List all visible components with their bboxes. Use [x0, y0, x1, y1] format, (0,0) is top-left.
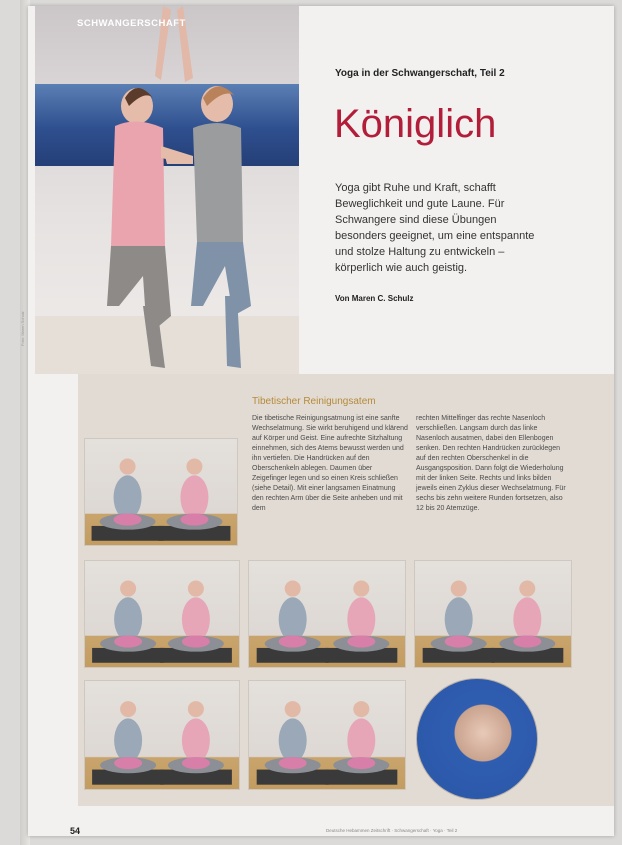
cushion: [347, 757, 375, 769]
person-head: [120, 701, 136, 717]
cushion: [347, 636, 375, 648]
person-body: [114, 718, 142, 762]
seated-pair-figures: [85, 681, 239, 789]
exercise-photo-6: [248, 680, 406, 790]
person-head: [353, 581, 369, 597]
footer-text: Deutsche Hebammen Zeitschrift · Schwangerschaft · Yoga · Teil 2: [326, 828, 458, 833]
section-text-column-1: Die tibetische Reinigungsatmung ist eine sanfte Wechselatmung. Sie wirkt beruhigend und klärend auf Körper und Geist. Eine aufrechte Sitzhaltung einnehmen, sich des Atems bewusst werden und ihn vertiefen. Die Handrücken auf den Oberschenkeln ablegen. Daumen über Zeigefinger legen und so einen Kreis schließen (siehe Detail). Mit einer langsamen Einatmung den rechten Arm über die Seite anheben und mit dem: [252, 415, 408, 512]
page-number: 54: [70, 826, 81, 836]
cushion: [180, 514, 208, 526]
person-head: [519, 581, 535, 597]
person-head: [120, 459, 136, 475]
cushion: [114, 636, 142, 648]
person-body: [180, 475, 208, 519]
person-head: [285, 701, 301, 717]
exercise-photo-2: [84, 560, 240, 668]
cushion: [445, 636, 473, 648]
cushion: [513, 636, 541, 648]
person-head: [451, 581, 467, 597]
person-head: [186, 459, 202, 475]
person-body: [347, 597, 375, 641]
seated-pair-figures: [415, 561, 571, 667]
photo-credit: Foto: Maren Schulz: [20, 311, 25, 346]
category-tag: SCHWANGERSCHAFT: [77, 18, 186, 29]
person-body: [513, 597, 541, 641]
person-head: [188, 581, 204, 597]
seated-pair-figures: [249, 681, 405, 789]
article-lead: Yoga gibt Ruhe und Kraft, schafft Beweglichkeit und gute Laune. Für Schwangere sind diese Übungen besonders geeignet, um eine entspannte und stolze Haltung zu entwickeln – körperlich wie auch geistig.: [335, 182, 535, 274]
article-title: Königlich: [334, 102, 497, 146]
cushion: [114, 757, 142, 769]
yoga-tree-pose-illustration: [85, 6, 265, 374]
cushion: [182, 757, 210, 769]
exercise-photo-3: [248, 560, 406, 668]
person-head: [285, 581, 301, 597]
exercise-photo-5: [84, 680, 240, 790]
exercise-photo-4: [414, 560, 572, 668]
person-head: [353, 701, 369, 717]
section-title: Tibetischer Reinigungsatem: [252, 396, 376, 407]
section-text-column-2: rechten Mittelfinger das rechte Nasenloch verschließen. Langsam durch das linke Nasenloch ausatmen, dabei den Ellenbogen senken. Den rechten Handrücken zurücklegen auf den rechten Oberschenkel in die Ausgangsposition. Dann folgt die Wiederholung mit der linken Seite. Rechts und links bilden jeweils einen Zyklus dieser Wechselatmung. Für sechs bis zehn weitere Runden fortsetzen, also 12 bis 20 Atemzüge.: [416, 415, 566, 512]
cushion: [182, 636, 210, 648]
person-body: [114, 475, 142, 519]
person-body: [182, 597, 210, 641]
article-author: Von Maren C. Schulz: [335, 294, 414, 303]
cushion: [279, 757, 307, 769]
seated-pair-figures: [249, 561, 405, 667]
person-body: [114, 597, 142, 641]
person-body: [279, 597, 307, 641]
person-body: [279, 718, 307, 762]
person-head: [120, 581, 136, 597]
hero-photo: [35, 6, 299, 374]
cushion: [114, 514, 142, 526]
person-body: [182, 718, 210, 762]
person-head: [188, 701, 204, 717]
person-body: [445, 597, 473, 641]
person-body: [347, 718, 375, 762]
cushion: [279, 636, 307, 648]
seated-pair-figures: [85, 561, 239, 667]
seated-pair-figures: [85, 439, 237, 545]
exercise-photo-1: [84, 438, 238, 546]
article-subtitle: Yoga in der Schwangerschaft, Teil 2: [335, 68, 505, 79]
hand-detail-photo: [416, 678, 538, 800]
magazine-page: [20, 6, 614, 836]
